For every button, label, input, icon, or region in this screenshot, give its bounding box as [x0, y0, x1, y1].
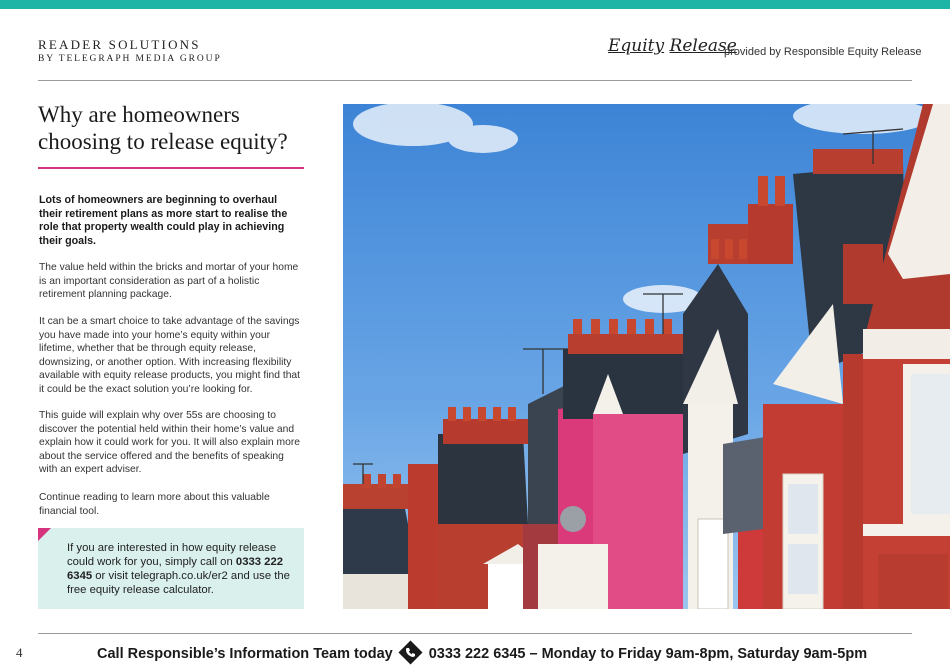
lead-paragraph: Lots of homeowners are beginning to overhaul their retirement plans as more start to realise the role that property wealth could play in achieving their goals.: [39, 194, 288, 247]
callout-text-end: or visit telegraph.co.uk/er2 and use the free equity release calculator.: [67, 570, 290, 596]
page-number: 4: [16, 645, 23, 660]
top-accent-bar: [0, 0, 950, 9]
terraced-houses-photo: [343, 104, 950, 609]
equity-release-logo: [608, 36, 737, 56]
provided-by-text: provided by Responsible Equity Release: [724, 46, 922, 58]
body-paragraph-3: This guide will explain why over 55s are choosing to discover the potential held within their home’s value and explain how it could work for you. It will also explain more about the service offered and the benefits of speaking with an expert adviser.: [39, 410, 300, 475]
phone-icon: [398, 640, 422, 664]
callout-text-start: If you are interested in how equity release could work for you, simply call on: [67, 542, 277, 568]
body-paragraph-1: The value held within the bricks and mortar of your home is an important consideration as part of a holistic retirement planning package.: [39, 262, 299, 300]
callout-corner-triangle: [38, 528, 51, 541]
callout-phone: 0333 222 6345: [67, 556, 284, 582]
footer-cta-text: Call Responsible’s Information Team today: [97, 646, 393, 662]
body-paragraph-2: It can be a smart choice to take advantage of the savings you have made into your home’s equity within your lifetime, whether that be through equity release, downsizing, or another option. With increasing flexibility available with equity release products, you might find that it could be the exact solution you’re looking for.: [39, 316, 301, 395]
brand-title: READER SOLUTIONS: [38, 37, 201, 52]
footer-cta: [97, 644, 867, 662]
body-paragraph-4: Continue reading to learn more about this valuable financial tool.: [39, 492, 270, 517]
publication-brand: [38, 37, 222, 64]
logo-word-equity: Equity: [608, 36, 665, 56]
callout-box: [38, 528, 304, 609]
footer-phone-hours: 0333 222 6345 – Monday to Friday 9am-8pm, Saturday 9am-5pm: [428, 646, 868, 662]
callout-text: [67, 541, 299, 597]
footer-divider: [38, 633, 912, 634]
title-underline: [38, 167, 304, 169]
brand-subtitle: BY TELEGRAPH MEDIA GROUP: [38, 54, 222, 64]
page-title: Why are homeowners choosing to release equity?: [38, 102, 288, 154]
header-divider: [38, 80, 912, 81]
logo-word-release: Release: [669, 36, 737, 56]
